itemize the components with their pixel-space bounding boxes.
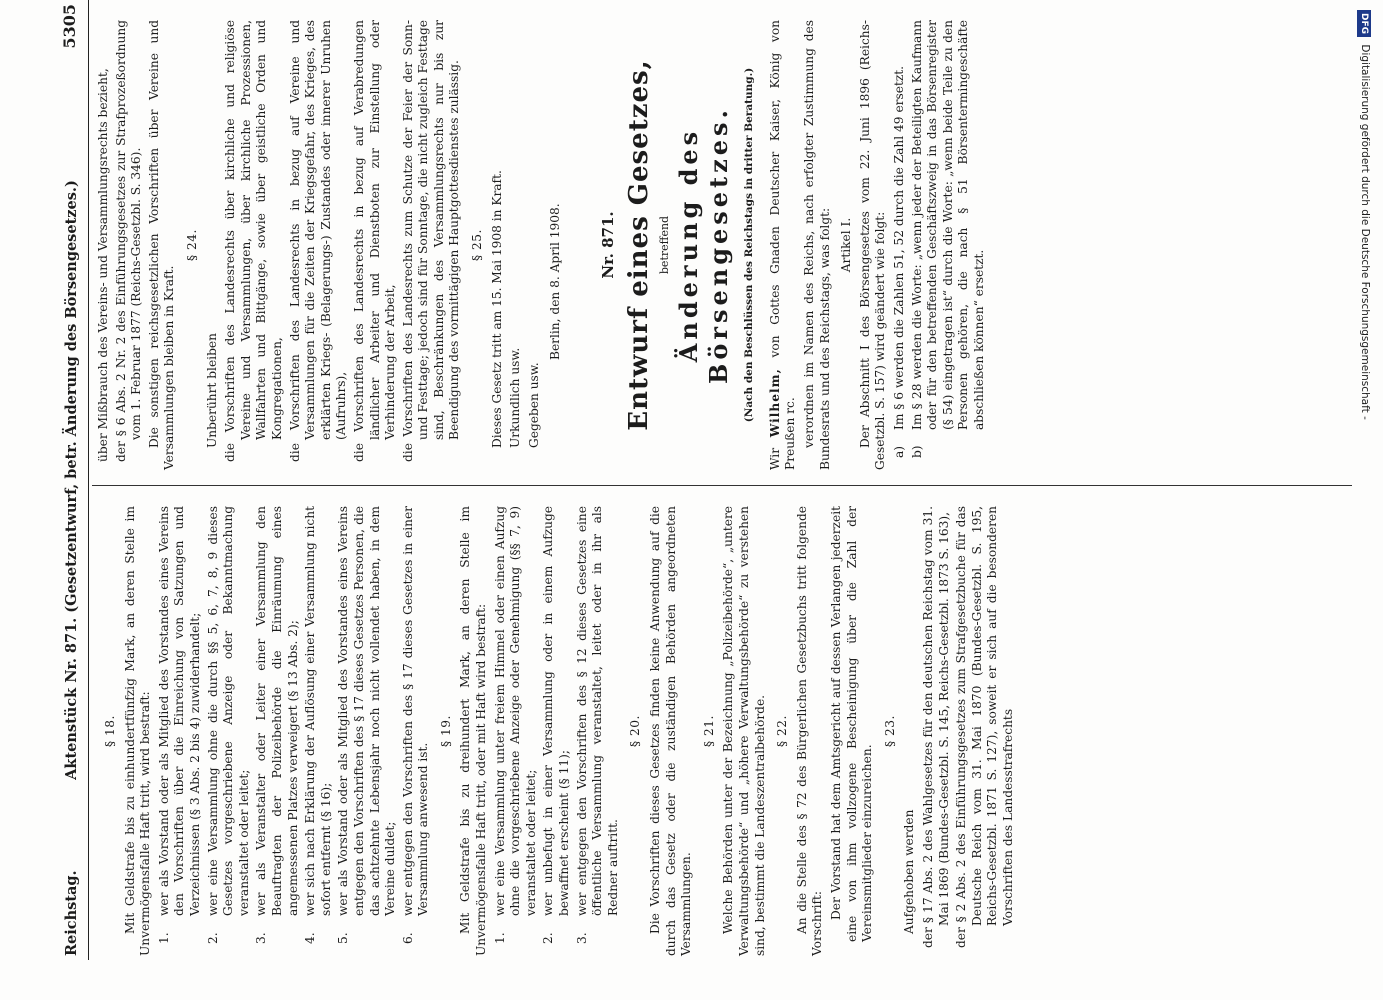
digitization-credit xyxy=(1356,0,1380,1000)
closing-line: Urkundlich usw. xyxy=(508,347,523,448)
document-subject: Änderung des Börsengesetzes. xyxy=(674,106,734,384)
paragraph: An die Stelle des § 72 des Bürgerlichen Gesetzbuchs tritt folgende Vorschrift: xyxy=(794,506,825,956)
title-note: (Nach den Beschlüssen des Reichstags in dritter Beratung.) xyxy=(743,67,756,423)
credit-text: Digitalisierung gefördert durch die Deutsche Forschungsgemeinschaft - xyxy=(1359,44,1371,420)
section-heading: § 22. xyxy=(775,715,790,747)
section-heading: § 18. xyxy=(103,715,117,747)
header-center: Aktenstück Nr. 871. (Gesetzentwurf, betr. Änderung des Börsengesetzes.) xyxy=(63,180,80,780)
section-heading: § 24. xyxy=(184,229,199,261)
section-heading: § 20. xyxy=(628,715,643,747)
section-heading: § 23. xyxy=(882,715,897,747)
paragraph: Dieses Gesetz tritt am 15. Mai 1908 in Kraft. xyxy=(489,170,504,448)
list-item: der § 6 Abs. 2 Nr. 2 des Einführungsgesetzes zur Strafprozeßordnung vom 1. Februar 1877 (Reichs-Gesetzbl. S. 346). xyxy=(113,20,144,462)
list-item: die Vorschriften des Landesrechts in bezug auf Vereine und Versammlungen für die Zeiten der Kriegsgefahr, des Krieges, des erklärten Kriegs- (Belagerungs-) Zustandes oder innerer Unruhen (Aufruhrs), xyxy=(287,20,349,462)
section-heading: § 19. xyxy=(438,715,453,747)
list-item: 1. wer eine Versammlung unter freiem Himmel oder einen Aufzug ohne die vorgeschriebene Anzeige oder Genehmigung (§§ 7, 9) veranstaltet oder leitet; xyxy=(492,506,538,944)
list-item: die Vorschriften des Landesrechts zum Schutze der Feier der Sonn- und Festtage; jedoch sind für Sonntage, die nicht zugleich Festtage sind, Beschränkungen des Versammlungsrechts nur bis zur Beendigung des vormittägigen Hauptgottesdienstes zulässig. xyxy=(400,20,462,462)
paragraph: Die sonstigen reichsgesetzlichen Vorschriften über Vereine und Versammlungen bleiben in Kraft. xyxy=(146,20,177,470)
running-header xyxy=(58,0,89,960)
list-item: 3. wer als Veranstalter oder Leiter einer Versammlung den Beauftragten der Polizeibehörde die Einräumung eines angemessenen Platzes verweigert (§ 13 Abs. 2); xyxy=(254,506,300,944)
list-item: 6. wer entgegen den Vorschriften des § 17 dieses Gesetzes in einer Versammlung anwesend ist. xyxy=(400,506,431,944)
paragraph: Die Vorschriften dieses Gesetzes finden keine Anwendung auf die durch das Gesetz oder die zuständigen Behörden angeordneten Versammlungen. xyxy=(648,506,694,956)
paragraph: Der Abschnitt I des Börsengesetzes vom 22. Juni 1896 (Reichs-Gesetzbl. S. 157) wird geändert wie folgt: xyxy=(857,20,888,470)
paragraph: Mit Geldstrafe bis zu dreihundert Mark, an deren Stelle im Unvermögensfalle Haft tritt, oder mit Haft wird bestraft: xyxy=(458,506,489,956)
article-heading: Artikel I. xyxy=(839,217,854,273)
list-item: 5. wer als Vorstand oder als Mitglied des Vorstandes eines Vereins entgegen den Vorschriften des § 17 dieses Gesetzes Personen, die das achtzehnte Lebensjahr noch nicht vollendet haben, in dem Vereine duldet; xyxy=(336,506,398,944)
list-item: 1. wer als Vorstand oder als Mitglied des Vorstandes eines Vereins den Vorschriften über die Einreichung von Satzungen und Verzeichnissen (§ 3 Abs. 2 bis 4) zuwiderhandelt; xyxy=(156,506,202,944)
list-item: der § 17 Abs. 2 des Wahlgesetzes für den deutschen Reichstag vom 31. Mai 1869 (Bundes-Gesetzbl. S. 145, Reichs-Gesetzbl. 1873 S. 163), xyxy=(920,506,951,948)
list-item: 2. wer eine Versammlung ohne die durch §§ 5, 6, 7, 8, 9 dieses Gesetzes vorgeschriebene Anzeige oder Bekanntmachung veranstaltet oder leitet; xyxy=(205,506,251,944)
monarch-name: Wilhelm, xyxy=(767,368,782,438)
paragraph: Aufgehoben werden xyxy=(902,809,917,934)
section-heading: § 21. xyxy=(701,715,716,747)
list-item: a) Im § 6 werden die Zahlen 51, 52 durch die Zahl 49 ersetzt. xyxy=(891,65,906,458)
list-item: b) Im § 28 werden die Worte: „wenn jeder der Beteiligten Kaufmann oder für den betreffenden Geschäftszweig in das Börsenregister (§ 54) eingetragen ist“ durch die Worte: „wenn beide Teile zu den Personen gehören, die nach § 51 Börsentermingeschäfte abschließen können“ ersetzt. xyxy=(909,20,986,458)
quoted-provision: Der Vorstand hat dem Amtsgericht auf dessen Verlangen jederzeit eine von ihm vollzogene Bescheinigung über die Zahl der Vereinsmitglieder einzureichen. xyxy=(828,506,875,942)
document-number: Nr. 871. xyxy=(599,211,618,279)
list-item: die Vorschriften des Landesrechts über kirchliche und religiöse Vereine und Versammlungen, über kirchliche Prozessionen, Wallfahrten und Bittgänge, sowie über geistliche Orden und Kongregationen, xyxy=(223,20,284,462)
list-item: 4. wer sich nach Erklärung der Auflösung einer Versammlung nicht sofort entfernt (§ 16); xyxy=(303,506,333,944)
list-item: über Mißbrauch des Vereins- und Versammlungsrechts bezieht, xyxy=(96,68,110,462)
dfg-logo: DFG xyxy=(1357,10,1371,37)
list-item: der § 2 Abs. 2 des Einführungsgesetzes zum Strafgesetzbuche für das Deutsche Reich vom 31. Mai 1870 (Bundes-Gesetzbl. S. 195, Reichs-Gesetzbl. 1871 S. 127), soweit er sich auf die besonderen Vorschriften des Landesstrafrechts xyxy=(954,506,1015,948)
right-column xyxy=(96,20,990,470)
document-title: Entwurf eines Gesetzes, xyxy=(623,59,654,431)
closing-line: Gegeben usw. xyxy=(526,362,541,448)
left-column xyxy=(96,506,1018,956)
list-item: die Vorschriften des Landesrechts in bezug auf Verabredungen ländlicher Arbeiter und Dienstboten zur Einstellung oder Verhinderung der Arbeit, xyxy=(351,20,398,462)
header-left: Reichstag. xyxy=(63,870,80,956)
paragraph: Welche Behörden unter der Bezeichnung „Polizeibehörde“, „untere Verwaltungsbehörde“ und „höhere Verwaltungsbehörde“ zu verstehen sind, bestimmt die Landeszentralbehörde. xyxy=(721,506,767,956)
enacting-clause: verordnen im Namen des Reichs, nach erfolgter Zustimmung des Bundesrats und des Reichstags, was folgt: xyxy=(802,20,832,470)
paragraph: Mit Geldstrafe bis zu einhundertfünfzig Mark, an deren Stelle im Unvermögensfalle Haft tritt, wird bestraft: xyxy=(122,506,153,956)
list-item: 2. wer unbefugt in einer Versammlung oder in einem Aufzuge bewaffnet erscheint (§ 11); xyxy=(541,506,572,944)
title-connector: betreffend xyxy=(657,215,671,275)
paragraph: Unberührt bleiben xyxy=(204,333,219,448)
preamble: Wir Wilhelm, von Gottes Gnaden Deutscher Kaiser, König von Preußen rc. xyxy=(767,19,798,470)
section-heading: § 25. xyxy=(470,229,485,261)
place-and-date: Berlin, den 8. April 1908. xyxy=(548,203,563,360)
column-divider xyxy=(92,485,1352,486)
page-number: 5305 xyxy=(60,4,79,49)
list-item: 3. wer entgegen den Vorschriften des § 12 dieses Gesetzes eine öffentliche Versammlung veranstaltet, leitet oder in ihr als Redner auftritt. xyxy=(574,506,620,944)
rotated-page xyxy=(58,0,1358,960)
